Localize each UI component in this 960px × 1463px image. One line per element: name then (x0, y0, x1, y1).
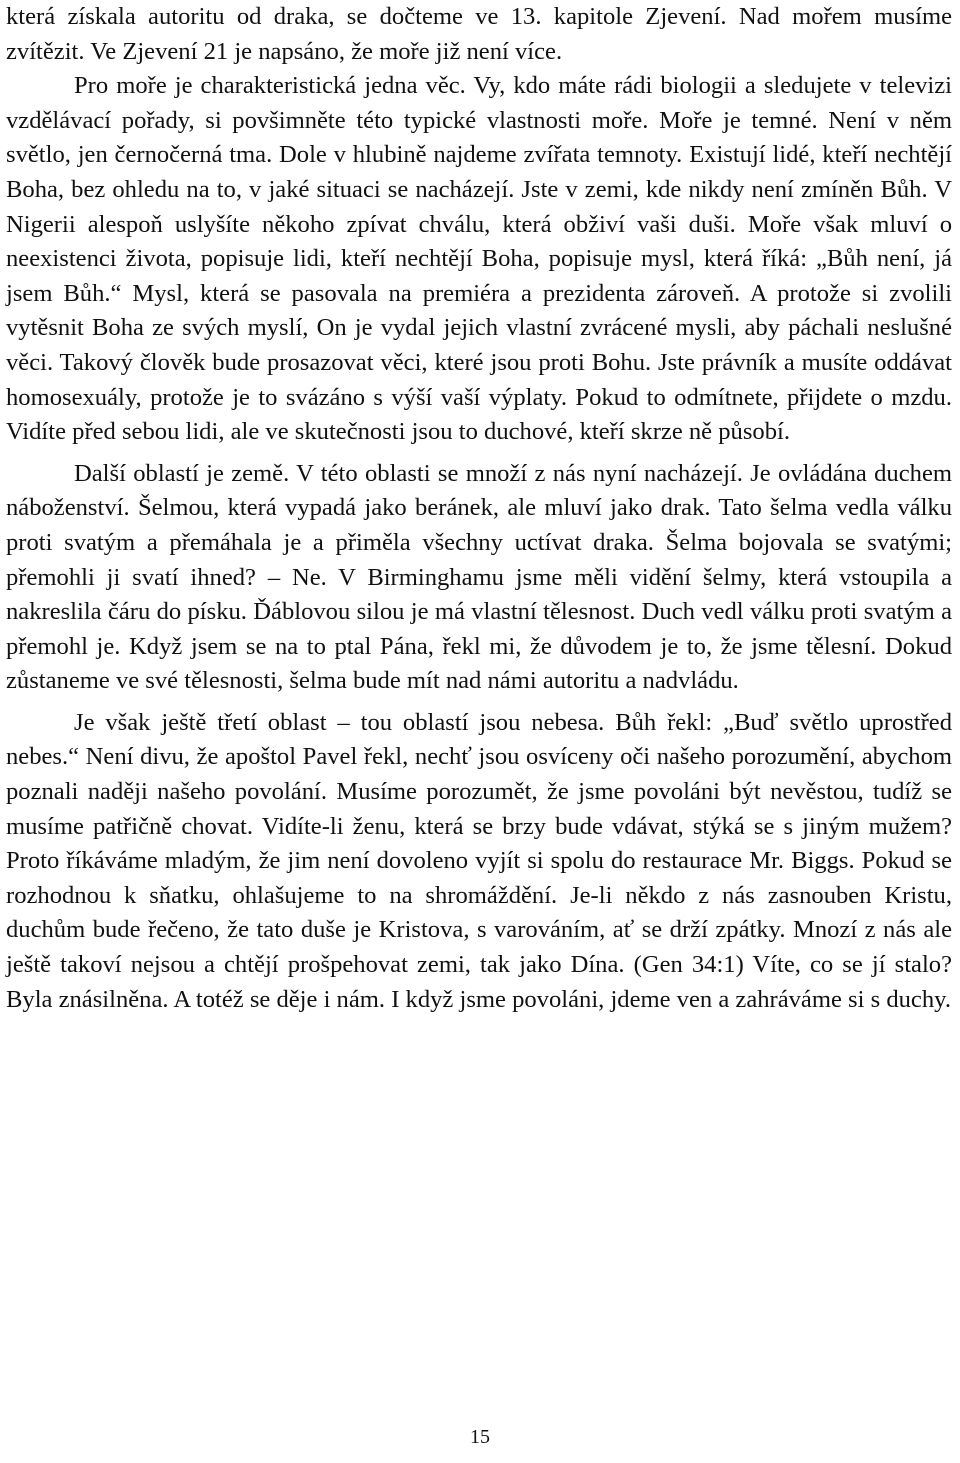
page-number: 15 (470, 1426, 490, 1448)
paragraph-2: Pro moře je charakteristická jedna věc. Vy, kdo máte rádi biologii a sledujete v televizi vzdělávací pořady, si povšimněte této typické vlastnosti moře. Moře je temné. Není v něm světlo, jen černočerná tma. Dole v hlubině najdeme zvířata temnoty. Existují lidé, kteří nechtějí Boha, bez ohledu na to, v jaké situaci se nacházejí. Jste v zemi, kde nikdy není zmíněn Bůh. V Nigerii alespoň uslyšíte někoho zpívat chválu, která obživí vaši duši. Moře však mluví o neexistenci života, popisuje lidi, kteří nechtějí Boha, popisuje mysl, která říká: „Bůh není, já jsem Bůh.“ Mysl, která se pasovala na premiéra a prezidenta zároveň. A protože si zvolili vytěsnit Boha ze svých myslí, On je vydal jejich vlastní zvrácené mysli, aby páchali neslušné věci. Takový člověk bude prosazovat věci, které jsou proti Bohu. Jste právník a musíte oddávat homosexuály, protože je to svázáno s výší vaší výplaty. Pokud to odmítnete, přijdete o mzdu. Vidíte před sebou lidi, ale ve skutečnosti jsou to duchové, kteří skrze ně působí. (6, 72, 952, 446)
paragraph-3: Další oblastí je země. V této oblasti se množí z nás nyní nacházejí. Je ovládána duchem náboženství. Šelmou, která vypadá jako beránek, ale mluví jako drak. Tato šelma vedla válku proti svatým a přemáhala je a přiměla všechny uctívat draka. Šelma bojovala se svatými; přemohli ji svatí ihned? – Ne. V Birminghamu jsme měli vidění šelmy, která vstoupila a nakreslila čáru do písku. Ďáblovou silou je má vlastní tělesnost. Duch vedl válku proti svatým a přemohl je. Když jsem se na to ptal Pána, řekl mi, že důvodem je to, že jsme tělesní. Dokud zůstaneme ve své tělesnosti, šelma bude mít nad námi autoritu a nadvládu. (6, 459, 952, 695)
paragraph-1: která získala autoritu od draka, se dočteme ve 13. kapitole Zjevení. Nad mořem musíme zvítězit. Ve Zjevení 21 je napsáno, že moře již není více. (6, 3, 952, 65)
document-page (6, 0, 952, 1017)
paragraph-4: Je však ještě třetí oblast – tou oblastí jsou nebesa. Bůh řekl: „Buď světlo uprostřed nebes.“ Není divu, že apoštol Pavel řekl, nechť jsou osvíceny oči našeho porozumění, abychom poznali naději našeho povolání. Musíme porozumět, že jsme povoláni být nevěstou, tudíž se musíme patřičně chovat. Vidíte-li ženu, která se brzy bude vdávat, stýká se s jiným mužem? Proto říkáváme mladým, že jim není dovoleno vyjít si spolu do restaurace Mr. Biggs. Pokud se rozhodnou k sňatku, ohlašujeme to na shromáždění. Je-li někdo z nás zasnouben Kristu, duchům bude řečeno, že tato duše je Kristova, s varováním, ať se drží zpátky. Mnozí z nás ale ještě takoví nejsou a chtějí prošpehovat zemi, tak jako Dína. (Gen 34:1) Víte, co se jí stalo? Byla znásilněna. A totéž se děje i nám. I když jsme povoláni, jdeme ven a zahráváme si s duchy. (6, 708, 952, 1013)
